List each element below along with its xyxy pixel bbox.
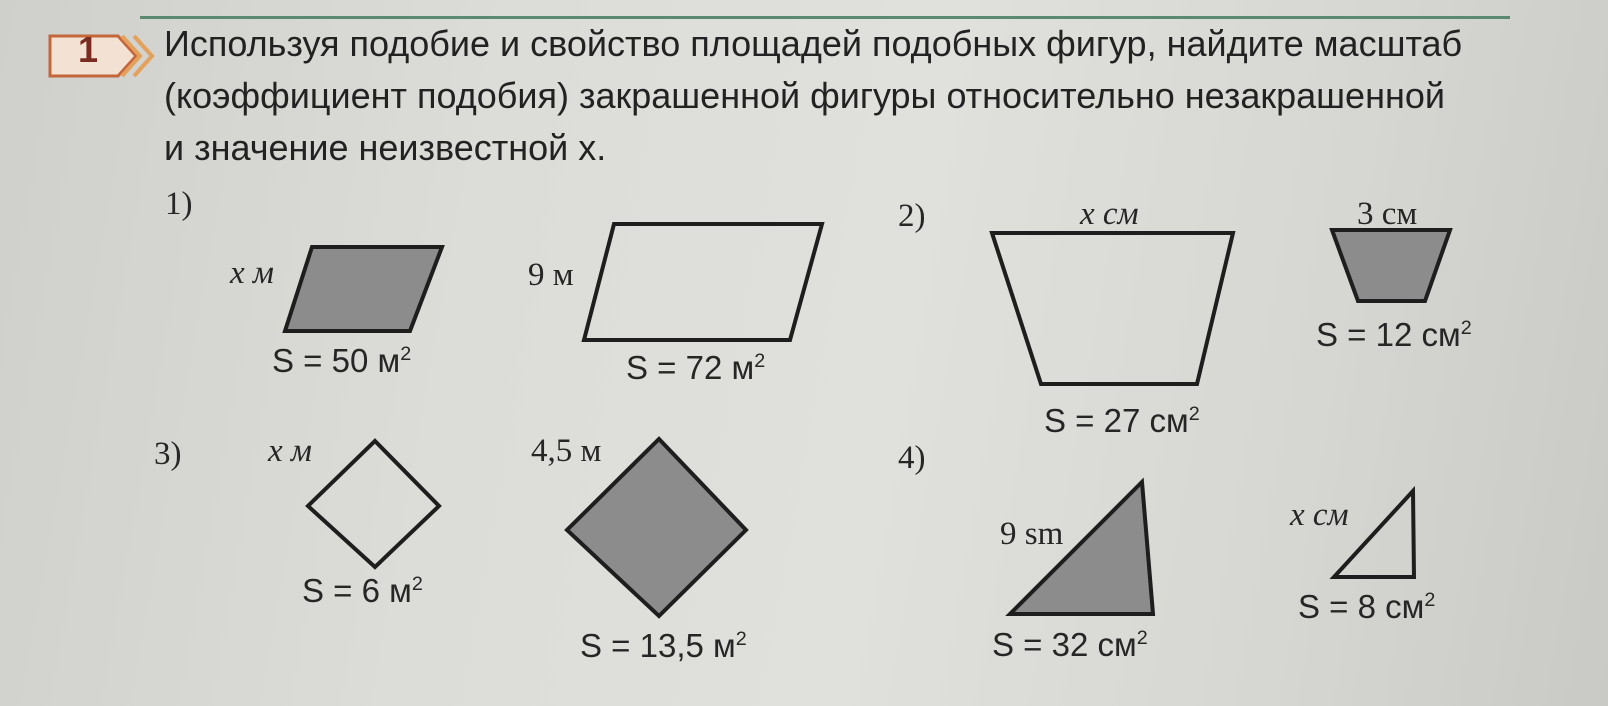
- p3-unshaded-diamond: [308, 441, 439, 567]
- p3-label: 3): [154, 436, 182, 472]
- p2-unshaded-area: S = 27 $см^2$: [1044, 402, 1200, 439]
- p2-unshaded-side: x см: [1080, 196, 1139, 232]
- p1-shaded-side: x м: [230, 255, 274, 291]
- task-number: 1: [78, 29, 99, 70]
- p3-shaded-side: 4,5 м: [531, 433, 602, 469]
- p1-shaded-parallelogram: [285, 247, 442, 331]
- p4-shaded-side: 9 sm: [1000, 516, 1064, 552]
- p2-shaded-trapezoid: [1332, 230, 1450, 301]
- p2-unshaded-trapezoid: [992, 233, 1233, 384]
- p4-unshaded-side: x см: [1290, 497, 1349, 533]
- p4-label: 4): [898, 440, 926, 476]
- p3-shaded-area: S = 13,5 $м^2$: [580, 627, 747, 664]
- p2-shaded-area: S = 12 $см^2$: [1316, 316, 1472, 353]
- p1-unshaded-parallelogram: [584, 224, 822, 340]
- p1-unshaded-side: 9 м: [528, 257, 574, 293]
- p2-label: 2): [898, 198, 926, 234]
- p1-unshaded-area: S = 72 $м^2$: [626, 349, 766, 386]
- p2-shaded-side: 3 см: [1357, 196, 1418, 232]
- p4-shaded-area: S = 32 $см^2$: [992, 626, 1148, 663]
- p1-shaded-area: S = 50 $м^2$: [272, 342, 412, 379]
- task-text: Используя подобие и свойство площадей подобных фигур, найдите масштаб (коэффициент подобия) закрашенной фигуры относительно незакрашенной и значение неизвестной x.: [164, 23, 1463, 168]
- p3-unshaded-area: S = 6 $м^2$: [302, 572, 423, 609]
- p4-unshaded-area: S = 8 $см^2$: [1298, 588, 1436, 625]
- p3-unshaded-side: x м: [268, 433, 312, 469]
- p1-label: 1): [165, 186, 193, 222]
